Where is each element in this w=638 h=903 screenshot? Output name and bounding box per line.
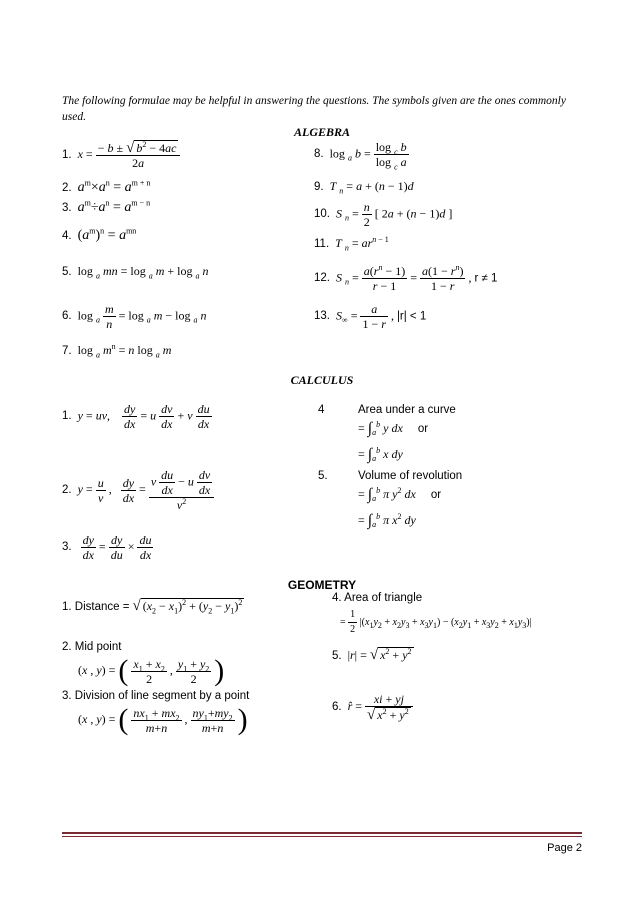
heading-algebra: ALGEBRA (293, 125, 350, 139)
algebra-formula-10: 10. S $_n$ = $\frac{n}{2}$ [ 2a + (n − 1)d ] (314, 200, 453, 229)
algebra-formula-7: 7. log $_a$ $m^n = n$ log $_a$ m (62, 342, 172, 360)
heading-calculus: CALCULUS (290, 373, 354, 387)
calculus-formula-2: 2. y = $\frac{u}{v}$ , $\frac{dy}{dx}$ = v $\frac{du}{dx}$ − u $\frac{dv}{dx}$ $v^2$ (62, 468, 214, 512)
algebra-formula-8: 8. log $_a$ b = $\frac{\log _c b}{\log _c a}$ (314, 140, 407, 172)
heading-geometry: GEOMETRY (287, 578, 357, 592)
algebra-formula-4: 4. $(a^m)^n = a^{mn}$ (62, 226, 137, 243)
calculus-volume-formula-2: = $\int_a^b$ π $x^2$ dy (358, 511, 416, 530)
intro-text: The following formulae may be helpful in answering the questions. The symbols given are the ones commonly used. (62, 95, 566, 123)
algebra-formula-13: 13. $S_\infty$ = $\frac{a}{1 - r}$ , |r| < 1 (314, 302, 427, 331)
calculus-volume-label: Volume of revolution (358, 470, 463, 482)
algebra-formula-5: 5. log $_a$ mn = log $_a$ m + log $_a$ n (62, 264, 209, 281)
geometry-modulus-formula: 5. |r| = √ $x^2 + y^2$ (332, 647, 412, 663)
footer-rule (62, 832, 582, 834)
algebra-formula-12: 12. S $_n$ = $\frac{a(r^n - 1)}{r - 1}$ = $\frac{a(1 - r^n)}{1 - r}$ , r ≠ 1 (314, 263, 498, 293)
algebra-formula-2: 2. $a^m\times a^n = a^{m + n}$ (62, 178, 151, 195)
geometry-triangle-label: 4. Area of triangle (332, 592, 423, 604)
algebra-formula-1: 1. x = $\frac{- b \pm √ b^2 - 4ac}{2a}$ (62, 140, 180, 170)
calculus-area-label: Area under a curve (358, 404, 456, 416)
algebra-formula-3: 3. $a^m\div a^n = a^{m - n}$ (62, 198, 151, 215)
geometry-division-label: 3. Division of line segment by a point (62, 690, 250, 702)
geometry-unit-vector-formula: 6. r̂ = $\frac{xi + yj}{√ x^2 + y^2}$ (332, 692, 413, 722)
algebra-formula-6: 6. log $_a$ $\frac{m}{n}$ = log $_a$ m − log $_a$ n (62, 302, 207, 331)
calculus-item-5-number: 5. (318, 470, 328, 482)
geometry-midpoint-formula: (x , y) = ( $\frac{x_1 + x_2}{2}$ , $\frac{y_1 + y_2}{2}$ ) (78, 654, 225, 687)
calculus-area-formula-1: = $\int_a^b$ y dx or (358, 419, 429, 438)
geometry-midpoint-label: 2. Mid point (62, 641, 122, 653)
calculus-formula-3: 3. $\frac{dy}{dx}$ = $\frac{dy}{du}$ × $\frac{du}{dx}$ (62, 533, 152, 562)
footer-rule-thin (62, 836, 582, 837)
calculus-item-4-number: 4 (318, 404, 325, 416)
algebra-formula-9: 9. T $_n$ = a + (n − 1)d (314, 179, 414, 196)
calculus-volume-formula-1: = $\int_a^b$ π $y^2$ dx or (358, 485, 442, 504)
geometry-division-formula: (x , y) = ( $\frac{nx_1 + mx_2}{m+n}$ , $\frac{ny_1+my_2}{m+n}$ ) (78, 703, 248, 736)
calculus-area-formula-2: = $\int_a^b$ x dy (358, 445, 403, 464)
algebra-formula-11: 11. T $_n = ar^{n - 1}$ (314, 235, 389, 253)
geometry-triangle-formula: = $\frac{1}{2}$ $|(x_1y_2 + x_2y_3 + x_3y_1) - (x_2y_1 + x_3y_2 + x_1y_3)|$ (340, 609, 532, 635)
calculus-formula-1: 1. y = uv, $\frac{dy}{dx}$ = u $\frac{dv}{dx}$ + v $\frac{du}{dx}$ (62, 402, 210, 431)
geometry-distance-formula: 1. Distance = √ $(x_2 - x_1)^2 + (y_2 - y_1)^2$ (62, 598, 243, 616)
page-number: Page 2 (547, 842, 582, 854)
